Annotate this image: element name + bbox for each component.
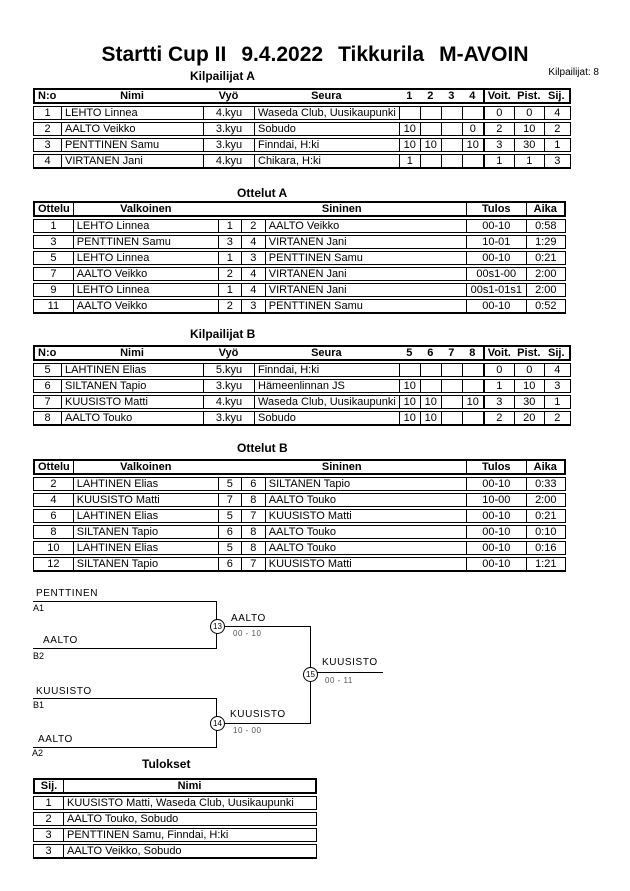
bracket-score: 00 - 10	[233, 629, 262, 638]
cell-r5	[399, 363, 420, 377]
cell-result: 00-10	[466, 477, 526, 491]
bracket-winner-name: AALTO	[231, 613, 266, 624]
cell-white-name: AALTO Veikko	[73, 299, 218, 314]
match-number-circle: 15	[303, 667, 318, 682]
cell-result: 00-10	[466, 219, 526, 233]
cell-blue-no: 7	[241, 509, 265, 523]
cell-blue-no: 4	[241, 267, 265, 281]
cell-blue-no: 8	[241, 493, 265, 507]
col-r1: 1	[399, 88, 420, 104]
cell-r3	[441, 138, 462, 152]
cell-r7	[441, 395, 462, 409]
competitor-row	[33, 363, 571, 377]
cell-no: 5	[33, 363, 61, 377]
bracket-seed: A1	[33, 603, 45, 613]
bracket-seed: B1	[33, 700, 45, 710]
match-number-circle: 14	[210, 716, 225, 731]
col-r4: 4	[462, 88, 483, 104]
col-wins: Voit.	[483, 345, 514, 361]
cell-blue-name: SILTANEN Tapio	[265, 477, 466, 491]
bracket-line	[33, 747, 217, 748]
cell-no: 8	[33, 411, 61, 426]
cell-r6	[420, 379, 441, 393]
cell-white-no: 5	[218, 509, 241, 523]
match-row	[33, 477, 566, 491]
col-place: Sij.	[544, 345, 571, 361]
cell-result: 10-01	[466, 235, 526, 249]
cell-belt: 4.kyu	[203, 106, 254, 120]
col-r6: 6	[420, 345, 441, 361]
cell-result: 00s1-01s1	[466, 283, 526, 297]
match-row	[33, 251, 566, 265]
cell-r4: 10	[462, 138, 483, 152]
cell-match-no: 4	[33, 493, 73, 507]
cell-belt: 4.kyu	[203, 395, 254, 409]
col-no: N:o	[33, 345, 61, 361]
col-r5: 5	[399, 345, 420, 361]
bracket-score: 00 - 11	[325, 676, 353, 685]
cell-no: 6	[33, 379, 61, 393]
cell-points: 10	[514, 122, 544, 136]
col-points: Pist.	[514, 88, 544, 104]
bracket-slot-name: AALTO	[43, 635, 78, 646]
cell-place: 2	[544, 122, 571, 136]
cell-points: 30	[514, 138, 544, 152]
col-result: Tulos	[466, 459, 526, 475]
cell-blue-no: 8	[241, 541, 265, 555]
cell-white-no: 1	[218, 283, 241, 297]
cell-blue-no: 8	[241, 525, 265, 539]
cell-no: 1	[33, 106, 61, 120]
cell-name: AALTO Veikko	[61, 122, 203, 136]
cell-points: 0	[514, 363, 544, 377]
cell-points: 10	[514, 379, 544, 393]
cell-match-no: 8	[33, 525, 73, 539]
cell-club: Waseda Club, Uusikaupunki	[254, 106, 399, 120]
cell-r8	[462, 379, 483, 393]
cell-match-no: 3	[33, 235, 73, 249]
cell-result: 00s1-00	[466, 267, 526, 281]
col-match: Ottelu	[33, 459, 73, 475]
cell-blue-name: AALTO Veikko	[265, 219, 466, 233]
pool-a-header-row	[33, 88, 571, 104]
cell-points: 0	[514, 106, 544, 120]
cell-place: 3	[33, 828, 63, 842]
cell-points: 1	[514, 154, 544, 169]
cell-belt: 3.kyu	[203, 122, 254, 136]
matches-a-header-row	[33, 201, 566, 217]
cell-r1: 1	[399, 154, 420, 169]
bracket-line	[225, 626, 310, 627]
title-category: M-AVOIN	[439, 43, 529, 66]
cell-blue-no: 3	[241, 251, 265, 265]
cell-blue-name: PENTTINEN Samu	[265, 251, 466, 265]
col-belt: Vyö	[203, 88, 254, 104]
cell-match-no: 6	[33, 509, 73, 523]
cell-match-no: 1	[33, 219, 73, 233]
cell-blue-no: 7	[241, 557, 265, 572]
cell-name: AALTO Touko, Sobudo	[63, 812, 317, 826]
page-title	[0, 43, 630, 67]
cell-match-no: 2	[33, 477, 73, 491]
competitors-count: Kilpailijat: 8	[548, 67, 599, 78]
pool-a-table	[33, 86, 571, 171]
cell-place: 3	[33, 844, 63, 859]
col-place: Sij.	[33, 778, 63, 794]
match-row	[33, 219, 566, 233]
col-no: N:o	[33, 88, 61, 104]
cell-wins: 0	[483, 106, 514, 120]
match-row	[33, 557, 566, 572]
cell-time: 1:29	[526, 235, 566, 249]
pool-b-table	[33, 343, 571, 428]
cell-time: 0:52	[526, 299, 566, 314]
pool-b-header-row	[33, 345, 571, 361]
cell-blue-name: KUUSISTO Matti	[265, 557, 466, 572]
title-event: Startti Cup II	[101, 43, 227, 66]
matches-b-table	[33, 457, 566, 574]
cell-club: Waseda Club, Uusikaupunki	[254, 395, 399, 409]
col-r8: 8	[462, 345, 483, 361]
cell-match-no: 9	[33, 283, 73, 297]
cell-r3	[441, 122, 462, 136]
cell-no: 4	[33, 154, 61, 169]
cell-time: 0:10	[526, 525, 566, 539]
cell-club: Hämeenlinnan JS	[254, 379, 399, 393]
cell-match-no: 10	[33, 541, 73, 555]
cell-result: 00-10	[466, 251, 526, 265]
competitor-row	[33, 122, 571, 136]
bracket-winner-name: KUUSISTO	[322, 657, 378, 668]
match-row	[33, 283, 566, 297]
bracket-slot-name: PENTTINEN	[36, 588, 99, 599]
cell-club: Finndai, H:ki	[254, 363, 399, 377]
cell-match-no: 5	[33, 251, 73, 265]
cell-result: 00-10	[466, 509, 526, 523]
cell-r7	[441, 363, 462, 377]
cell-result: 00-10	[466, 541, 526, 555]
cell-time: 0:21	[526, 251, 566, 265]
cell-time: 0:16	[526, 541, 566, 555]
cell-result: 00-10	[466, 557, 526, 572]
match-row	[33, 235, 566, 249]
col-result: Tulos	[466, 201, 526, 217]
cell-blue-name: VIRTANEN Jani	[265, 267, 466, 281]
competitor-row	[33, 106, 571, 120]
bracket-line	[225, 723, 310, 724]
competitor-row	[33, 379, 571, 393]
cell-place: 1	[33, 796, 63, 810]
bracket-slot-name: KUUSISTO	[36, 686, 92, 697]
cell-r4	[462, 106, 483, 120]
matches-b-header-row	[33, 459, 566, 475]
cell-white-name: LEHTO Linnea	[73, 283, 218, 297]
cell-place: 1	[544, 395, 571, 409]
cell-time: 2:00	[526, 267, 566, 281]
bracket-seed: A2	[32, 748, 44, 758]
results-table	[33, 776, 317, 861]
cell-white-name: LAHTINEN Elias	[73, 509, 218, 523]
cell-white-no: 6	[218, 557, 241, 572]
competitor-row	[33, 138, 571, 152]
col-r3: 3	[441, 88, 462, 104]
cell-place: 1	[544, 138, 571, 152]
col-r7: 7	[441, 345, 462, 361]
cell-white-name: LEHTO Linnea	[73, 251, 218, 265]
cell-club: Chikara, H:ki	[254, 154, 399, 169]
cell-white-no: 5	[218, 477, 241, 491]
bracket-line	[33, 648, 217, 649]
cell-blue-name: AALTO Touko	[265, 541, 466, 555]
cell-white-name: LEHTO Linnea	[73, 219, 218, 233]
cell-time: 2:00	[526, 283, 566, 297]
results-heading: Tulokset	[142, 757, 191, 771]
match-row	[33, 493, 566, 507]
cell-r2: 10	[420, 138, 441, 152]
cell-r5: 10	[399, 395, 420, 409]
matches-b-heading: Ottelut B	[237, 441, 288, 455]
cell-white-no: 2	[218, 267, 241, 281]
matches-a-heading: Ottelut A	[237, 186, 288, 200]
col-white: Valkoinen	[73, 459, 218, 475]
cell-club: Sobudo	[254, 411, 399, 426]
competitor-row	[33, 395, 571, 409]
result-row	[33, 812, 317, 826]
cell-place: 2	[544, 411, 571, 426]
cell-white-name: LAHTINEN Elias	[73, 541, 218, 555]
cell-white-name: AALTO Veikko	[73, 267, 218, 281]
cell-time: 1:21	[526, 557, 566, 572]
cell-blue-name: PENTTINEN Samu	[265, 299, 466, 314]
cell-r7	[441, 379, 462, 393]
col-club: Seura	[254, 345, 399, 361]
cell-match-no: 7	[33, 267, 73, 281]
match-number-circle: 13	[210, 619, 225, 634]
cell-time: 0:58	[526, 219, 566, 233]
col-name: Nimi	[61, 345, 203, 361]
match-row	[33, 299, 566, 314]
results-header-row	[33, 778, 317, 794]
cell-r8	[462, 363, 483, 377]
cell-belt: 3.kyu	[203, 379, 254, 393]
cell-match-no: 11	[33, 299, 73, 314]
cell-name: PENTTINEN Samu	[61, 138, 203, 152]
col-points: Pist.	[514, 345, 544, 361]
cell-white-name: PENTTINEN Samu	[73, 235, 218, 249]
cell-belt: 4.kyu	[203, 154, 254, 169]
cell-belt: 3.kyu	[203, 411, 254, 426]
cell-belt: 3.kyu	[203, 138, 254, 152]
cell-wins: 2	[483, 411, 514, 426]
cell-r1: 10	[399, 138, 420, 152]
cell-blue-name: KUUSISTO Matti	[265, 509, 466, 523]
cell-white-name: SILTANEN Tapio	[73, 525, 218, 539]
cell-r8	[462, 411, 483, 426]
cell-r4: 0	[462, 122, 483, 136]
cell-r1	[399, 106, 420, 120]
cell-name: VIRTANEN Jani	[61, 154, 203, 169]
title-date: 9.4.2022	[241, 43, 324, 66]
cell-r2	[420, 154, 441, 169]
bracket-score: 10 - 00	[233, 726, 262, 735]
cell-r6: 10	[420, 411, 441, 426]
cell-wins: 0	[483, 363, 514, 377]
cell-result: 00-10	[466, 299, 526, 314]
cell-r3	[441, 106, 462, 120]
cell-r8: 10	[462, 395, 483, 409]
cell-blue-name: VIRTANEN Jani	[265, 283, 466, 297]
cell-place: 3	[544, 379, 571, 393]
competitor-row	[33, 411, 571, 426]
pool-b-heading: Kilpailijat B	[190, 327, 256, 341]
col-name: Nimi	[61, 88, 203, 104]
cell-wins: 2	[483, 122, 514, 136]
col-blue: Sininen	[218, 201, 466, 217]
cell-no: 7	[33, 395, 61, 409]
cell-white-no: 1	[218, 219, 241, 233]
cell-r5: 10	[399, 379, 420, 393]
pool-a-heading: Kilpailijat A	[190, 69, 255, 83]
cell-blue-name: AALTO Touko	[265, 493, 466, 507]
col-match: Ottelu	[33, 201, 73, 217]
cell-r2	[420, 106, 441, 120]
cell-blue-no: 3	[241, 299, 265, 314]
cell-result: 10-00	[466, 493, 526, 507]
bracket-slot-name: AALTO	[38, 734, 73, 745]
match-row	[33, 525, 566, 539]
match-row	[33, 509, 566, 523]
col-time: Aika	[526, 459, 566, 475]
cell-name: AALTO Touko	[61, 411, 203, 426]
col-wins: Voit.	[483, 88, 514, 104]
cell-points: 20	[514, 411, 544, 426]
cell-blue-no: 4	[241, 235, 265, 249]
col-blue: Sininen	[218, 459, 466, 475]
cell-match-no: 12	[33, 557, 73, 572]
bracket-line	[33, 698, 217, 699]
cell-wins: 1	[483, 379, 514, 393]
cell-white-name: LAHTINEN Elias	[73, 477, 218, 491]
cell-name: AALTO Veikko, Sobudo	[63, 844, 317, 859]
result-row	[33, 828, 317, 842]
col-name: Nimi	[63, 778, 317, 794]
cell-time: 0:21	[526, 509, 566, 523]
cell-belt: 5.kyu	[203, 363, 254, 377]
result-row	[33, 844, 317, 859]
result-row	[33, 796, 317, 810]
col-place: Sij.	[544, 88, 571, 104]
cell-r6	[420, 363, 441, 377]
cell-white-no: 3	[218, 235, 241, 249]
cell-wins: 3	[483, 138, 514, 152]
match-row	[33, 267, 566, 281]
bracket-winner-name: KUUSISTO	[230, 709, 286, 720]
bracket-line	[33, 601, 217, 602]
cell-white-no: 1	[218, 251, 241, 265]
cell-white-no: 6	[218, 525, 241, 539]
cell-time: 2:00	[526, 493, 566, 507]
col-white: Valkoinen	[73, 201, 218, 217]
cell-time: 0:33	[526, 477, 566, 491]
cell-r1: 10	[399, 122, 420, 136]
cell-white-no: 5	[218, 541, 241, 555]
matches-a-table	[33, 199, 566, 316]
cell-wins: 3	[483, 395, 514, 409]
cell-r4	[462, 154, 483, 169]
cell-blue-name: AALTO Touko	[265, 525, 466, 539]
cell-r5: 10	[399, 411, 420, 426]
cell-name: LAHTINEN Elias	[61, 363, 203, 377]
col-r2: 2	[420, 88, 441, 104]
cell-no: 3	[33, 138, 61, 152]
cell-club: Sobudo	[254, 122, 399, 136]
cell-white-name: SILTANEN Tapio	[73, 557, 218, 572]
cell-r2	[420, 122, 441, 136]
cell-place: 4	[544, 106, 571, 120]
cell-r6: 10	[420, 395, 441, 409]
cell-white-no: 2	[218, 299, 241, 314]
cell-place: 3	[544, 154, 571, 169]
cell-r3	[441, 154, 462, 169]
cell-blue-no: 4	[241, 283, 265, 297]
cell-name: KUUSISTO Matti, Waseda Club, Uusikaupunki	[63, 796, 317, 810]
cell-r7	[441, 411, 462, 426]
cell-name: LEHTO Linnea	[61, 106, 203, 120]
cell-blue-no: 2	[241, 219, 265, 233]
cell-result: 00-10	[466, 525, 526, 539]
cell-name: SILTANEN Tapio	[61, 379, 203, 393]
col-club: Seura	[254, 88, 399, 104]
cell-name: KUUSISTO Matti	[61, 395, 203, 409]
bracket-seed: B2	[33, 651, 45, 661]
cell-white-no: 7	[218, 493, 241, 507]
bracket-line	[317, 672, 383, 673]
cell-place: 4	[544, 363, 571, 377]
match-row	[33, 541, 566, 555]
col-belt: Vyö	[203, 345, 254, 361]
cell-white-name: KUUSISTO Matti	[73, 493, 218, 507]
cell-place: 2	[33, 812, 63, 826]
cell-points: 30	[514, 395, 544, 409]
title-location: Tikkurila	[338, 43, 425, 66]
competitor-row	[33, 154, 571, 169]
cell-blue-no: 6	[241, 477, 265, 491]
col-time: Aika	[526, 201, 566, 217]
cell-wins: 1	[483, 154, 514, 169]
cell-club: Finndai, H:ki	[254, 138, 399, 152]
cell-no: 2	[33, 122, 61, 136]
cell-name: PENTTINEN Samu, Finndai, H:ki	[63, 828, 317, 842]
cell-blue-name: VIRTANEN Jani	[265, 235, 466, 249]
